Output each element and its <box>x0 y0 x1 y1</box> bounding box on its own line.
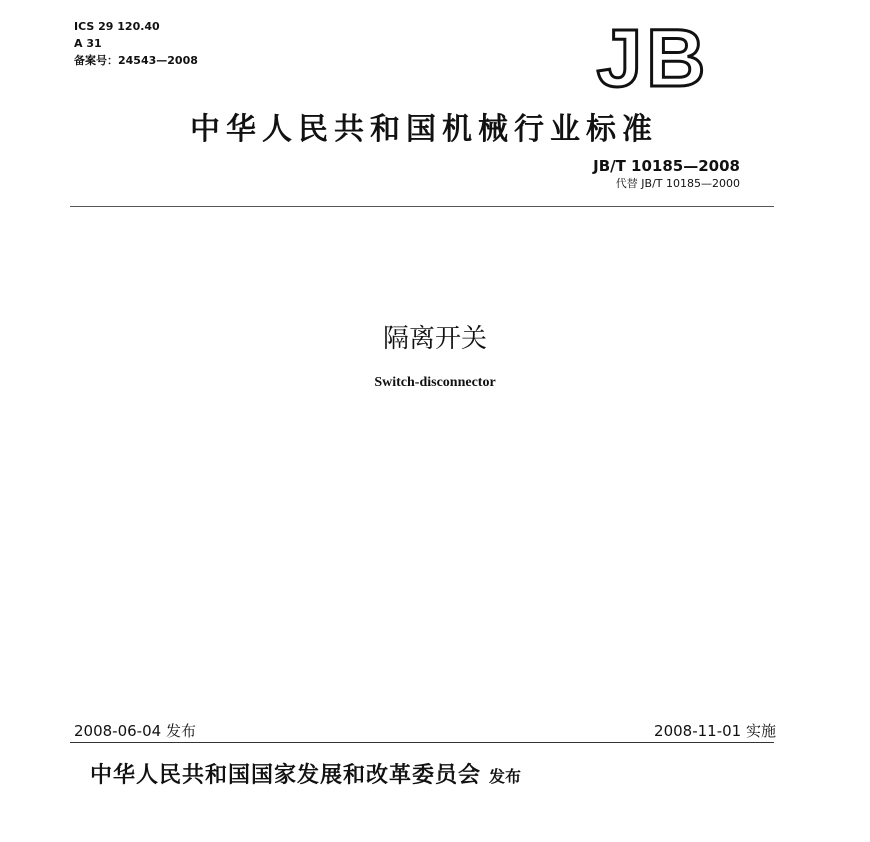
replaces-standard: 代替 JB/T 10185—2000 <box>615 177 740 190</box>
jb-logo <box>572 22 734 94</box>
registration-number: 备案号：24543—2008 <box>74 54 198 67</box>
document-title-chinese: 隔离开关 <box>382 324 487 354</box>
organization-title: 中华人民共和国机械行业标准 <box>190 112 658 147</box>
issue-date: 2008-06-04 发布 <box>74 722 196 740</box>
document-title-english: Switch-disconnector <box>374 375 496 390</box>
issuer-line <box>90 758 770 789</box>
ics-code: ICS 29 120.40 <box>74 20 160 33</box>
jb-logo-text: JB <box>596 22 710 94</box>
standard-number: JB/T 10185—2008 <box>593 157 740 175</box>
classification-code: A 31 <box>74 37 102 50</box>
top-divider <box>70 206 774 207</box>
implementation-date: 2008-11-01 实施 <box>654 722 776 740</box>
issuer-suffix: 发布 <box>489 767 522 786</box>
bottom-divider <box>70 742 774 743</box>
issuer-name: 中华人民共和国国家发展和改革委员会 <box>90 763 482 788</box>
